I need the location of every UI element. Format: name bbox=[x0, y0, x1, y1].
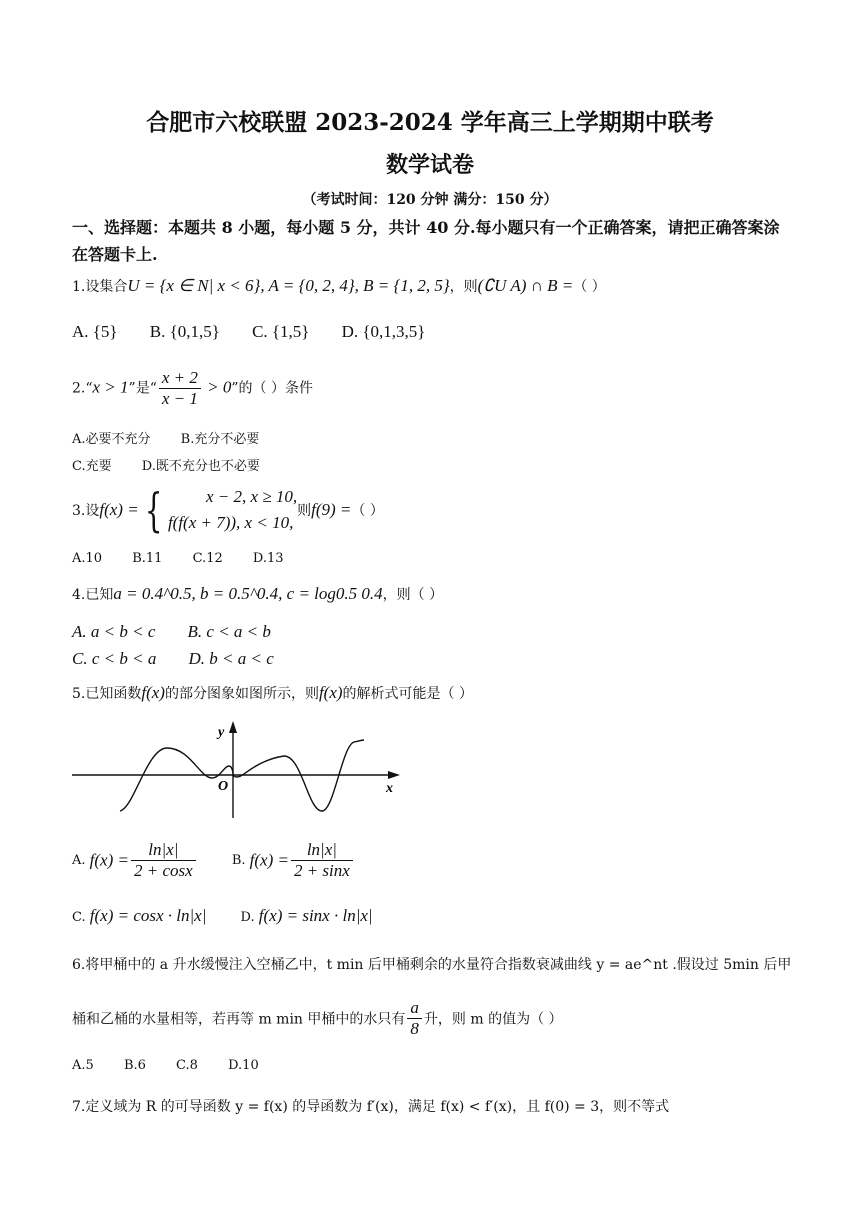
q4-prefix: 4.已知 bbox=[72, 587, 114, 603]
question-6-line2 bbox=[72, 998, 563, 1039]
question-7-line1: 7.定义域为 R 的可导函数 y = f(x) 的导函数为 f′(x)，满足 f(x) < f′(x)，且 f(0) = 3，则不等式 bbox=[72, 1099, 670, 1115]
q5-option-c-expr: f(x) = cosx · ln|x| bbox=[89, 906, 207, 925]
exam-info: （考试时间：120 分钟 满分：150 分） bbox=[302, 192, 558, 208]
question-2-options-row2 bbox=[72, 455, 260, 474]
q6-tail: 升，则 m 的值为（ ） bbox=[423, 1011, 563, 1028]
q5-prefix: 5.已知函数 bbox=[72, 686, 142, 702]
q3-option-b: B.11 bbox=[132, 551, 163, 566]
q5-option-a-fraction bbox=[131, 840, 196, 881]
q5-option-b-lhs: f(x) = bbox=[249, 850, 289, 870]
q3-option-c: C.12 bbox=[192, 551, 223, 566]
q1-blank: （ ） bbox=[573, 279, 606, 295]
q4-option-a: A. a < b < c bbox=[72, 622, 156, 641]
q5-tail: 的解析式可能是（ ） bbox=[342, 686, 473, 702]
q1-option-c: C. {1,5} bbox=[252, 322, 310, 341]
q2-option-b: B.充分不必要 bbox=[180, 432, 260, 447]
q5-f2: f(x) bbox=[318, 683, 343, 702]
q2-frac-num: x + 2 bbox=[159, 368, 201, 389]
q3-option-a: A.10 bbox=[72, 551, 103, 566]
question-4-stem bbox=[72, 584, 443, 604]
q5-option-b-label: B. bbox=[231, 853, 246, 868]
question-5-options-row1 bbox=[72, 840, 355, 881]
section-instruction: 一、选择题：本题共 8 小题，每小题 5 分，共计 40 分.每小题只有一个正确答案，请把正确答案涂在答题卡上. bbox=[72, 218, 780, 264]
question-1-options bbox=[72, 322, 425, 342]
q6-frac-num: a bbox=[407, 998, 422, 1019]
q2-cond1: x > 1 bbox=[92, 377, 129, 397]
q1-prefix: 1.设集合 bbox=[72, 279, 128, 295]
q1-option-d: D. {0,1,3,5} bbox=[341, 322, 426, 341]
q6-option-b: B.6 bbox=[123, 1058, 146, 1073]
q2-tail: ”的（ ）条件 bbox=[231, 380, 313, 397]
exam-title: 合肥市六校联盟 2023-2024 学年高三上学期期中联考 bbox=[146, 109, 714, 136]
q2-option-d: D.既不充分也不必要 bbox=[141, 459, 260, 474]
q6-frac-den: 8 bbox=[410, 1019, 419, 1038]
q2-prefix: 2.“ bbox=[72, 380, 93, 397]
question-5-options-row2 bbox=[72, 906, 373, 926]
question-3-stem bbox=[72, 484, 384, 536]
q5-option-d-expr: f(x) = sinx · ln|x| bbox=[258, 906, 373, 925]
q1-option-b: B. {0,1,5} bbox=[149, 322, 220, 341]
q1-option-a: A. {5} bbox=[72, 322, 118, 341]
q1-expr: (∁U A) ∩ B = bbox=[477, 276, 574, 295]
q5-option-c-label: C. bbox=[72, 910, 86, 925]
question-4-options-row2 bbox=[72, 649, 274, 669]
q3-blank: （ ） bbox=[351, 503, 384, 519]
q6-option-d: D.10 bbox=[228, 1058, 259, 1073]
q5-option-b-num: ln|x| bbox=[291, 840, 353, 861]
q1-then: ，则 bbox=[449, 279, 478, 295]
q3-case1: x − 2, x ≥ 10, bbox=[205, 487, 298, 506]
q3-case2: f(f(x + 7)), x < 10, bbox=[167, 513, 294, 532]
q1-sets: U = {x ∈ N| x < 6}, A = {0, 2, 4}, B = {1, 2, 5} bbox=[127, 276, 450, 295]
q5-option-b-fraction bbox=[291, 840, 353, 881]
q6-fraction bbox=[407, 998, 422, 1039]
q2-is: ”是“ bbox=[128, 380, 157, 397]
q3-brace: { bbox=[144, 483, 163, 537]
q3-prefix: 3.设 bbox=[72, 503, 100, 519]
q3-option-d: D.13 bbox=[252, 551, 284, 566]
q2-option-a: A.必要不充分 bbox=[72, 432, 151, 447]
q5-option-a-label: A. bbox=[72, 853, 86, 868]
question-6-options bbox=[72, 1058, 259, 1073]
question-2-options-row1 bbox=[72, 428, 259, 447]
origin-label: O bbox=[218, 779, 229, 794]
x-axis-arrow bbox=[388, 771, 400, 779]
q3-cases bbox=[168, 484, 297, 536]
q2-gt0: > 0 bbox=[202, 377, 232, 397]
q4-option-b: B. c < a < b bbox=[187, 622, 271, 641]
question-1-stem bbox=[72, 276, 606, 296]
q2-option-c: C.充要 bbox=[72, 459, 112, 474]
exam-subject: 数学试卷 bbox=[385, 152, 474, 178]
y-axis-arrow bbox=[229, 721, 237, 733]
y-axis-label: y bbox=[218, 725, 225, 740]
q5-option-b-den: 2 + sinx bbox=[293, 861, 350, 880]
q4-tail: ，则（ ） bbox=[382, 587, 444, 603]
q5-option-a-lhs: f(x) = bbox=[89, 850, 129, 870]
question-2-stem bbox=[72, 368, 313, 409]
q3-fx: f(x) = bbox=[99, 500, 139, 519]
q5-mid: 的部分图象如图所示，则 bbox=[164, 686, 319, 702]
q6-prefix: 桶和乙桶的水量相等，若再等 m min 甲桶中的水只有 bbox=[72, 1011, 406, 1028]
q6-option-c: C.8 bbox=[176, 1058, 198, 1073]
q2-fraction bbox=[159, 368, 201, 409]
q3-ask: f(9) = bbox=[311, 500, 352, 519]
x-axis-label: x bbox=[386, 781, 393, 796]
q4-option-d: D. b < a < c bbox=[188, 649, 274, 668]
q5-function-graph bbox=[72, 718, 402, 820]
q4-expr: a = 0.4^0.5, b = 0.5^0.4, c = log0.5 0.4 bbox=[113, 584, 383, 603]
q5-option-d-label: D. bbox=[240, 910, 255, 925]
q2-frac-den: x − 1 bbox=[161, 389, 198, 408]
q5-f1: f(x) bbox=[141, 683, 165, 702]
question-4-options-row1 bbox=[72, 622, 271, 642]
question-3-options bbox=[72, 551, 284, 566]
question-5-stem bbox=[72, 683, 473, 703]
q5-option-a-num: ln|x| bbox=[131, 840, 196, 861]
q5-option-a-den: 2 + cosx bbox=[133, 861, 193, 880]
q4-option-c: C. c < b < a bbox=[72, 649, 157, 668]
q6-option-a: A.5 bbox=[72, 1058, 94, 1073]
question-6-line1: 6.将甲桶中的 a 升水缓慢注入空桶乙中，t min 后甲桶剩余的水量符合指数衰减曲线 y = ae^nt .假设过 5min 后甲 bbox=[72, 957, 792, 973]
q3-then: 则 bbox=[297, 503, 312, 519]
